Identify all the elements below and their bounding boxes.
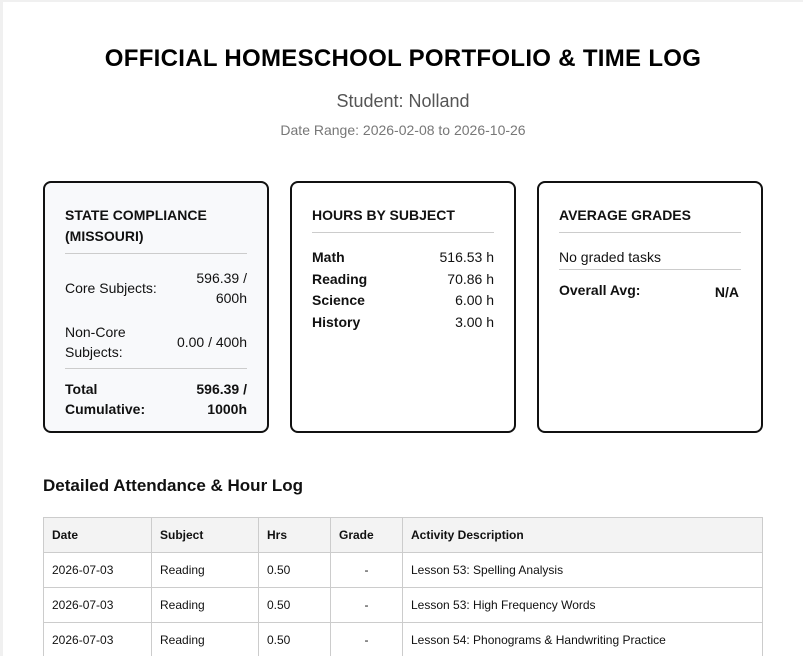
average-grades-card	[537, 181, 763, 433]
log-section-title: Detailed Attendance & Hour Log	[43, 476, 304, 495]
cell-activity: Lesson 54: Phonograms & Handwriting Practice	[403, 623, 763, 656]
table-row	[44, 588, 763, 623]
total-cumulative-label: Total Cumulative:	[65, 381, 146, 417]
cell-activity: Lesson 53: Spelling Analysis	[403, 553, 763, 588]
overall-average-row	[559, 280, 741, 302]
column-header-hrs: Hrs	[259, 518, 331, 553]
subject-hours: 70.86 h	[447, 270, 494, 287]
column-header-grade: Grade	[331, 518, 403, 553]
subject-name: History	[312, 313, 361, 330]
table-row	[44, 623, 763, 656]
column-header-activity: Activity Description	[403, 518, 763, 553]
table-header-row	[44, 518, 763, 553]
cell-subject: Reading	[152, 623, 259, 656]
total-cumulative-row	[65, 379, 247, 419]
date-range: Date Range: 2026-02-08 to 2026-10-26	[280, 122, 526, 138]
cell-hrs: 0.50	[259, 623, 331, 656]
student-name: Student: Nolland	[336, 91, 470, 111]
portfolio-page	[3, 2, 803, 656]
total-cumulative-value: 596.39 / 1000h	[196, 381, 247, 417]
cell-date: 2026-07-03	[44, 553, 152, 588]
hours-by-subject-card	[290, 181, 516, 433]
noncore-subjects-row	[65, 322, 247, 369]
overall-average-label: Overall Avg:	[559, 282, 641, 298]
subject-hours: 516.53 h	[439, 249, 494, 265]
cell-activity: Lesson 53: High Frequency Words	[403, 588, 763, 623]
cell-subject: Reading	[152, 553, 259, 588]
page-title: OFFICIAL HOMESCHOOL PORTFOLIO & TIME LOG	[104, 45, 702, 72]
cell-grade: -	[331, 588, 403, 623]
cell-date: 2026-07-03	[44, 588, 152, 623]
no-grades-message: No graded tasks	[559, 247, 741, 270]
table-row	[44, 553, 763, 588]
cell-date: 2026-07-03	[44, 623, 152, 656]
subject-hours: 3.00 h	[455, 313, 494, 330]
subject-row-science	[312, 290, 494, 312]
core-subjects-label: Core Subjects:	[65, 280, 157, 296]
core-subjects-value: 596.39 / 600h	[196, 270, 247, 306]
subject-name: Science	[312, 292, 365, 308]
subject-name: Reading	[312, 270, 368, 287]
cell-grade: -	[331, 553, 403, 588]
noncore-subjects-label: Non-Core Subjects:	[65, 324, 126, 360]
subject-row-reading	[312, 269, 494, 291]
subject-row-history	[312, 312, 494, 334]
subject-name: Math	[312, 249, 345, 265]
cell-grade: -	[331, 623, 403, 656]
column-header-subject: Subject	[152, 518, 259, 553]
core-subjects-row	[65, 268, 247, 308]
hours-card-title: HOURS BY SUBJECT	[312, 205, 494, 233]
subject-row-math	[312, 247, 494, 269]
cell-hrs: 0.50	[259, 588, 331, 623]
compliance-card	[43, 181, 269, 433]
noncore-subjects-value: 0.00 / 400h	[176, 334, 247, 350]
grades-card-title: AVERAGE GRADES	[559, 205, 741, 233]
column-header-date: Date	[44, 518, 152, 553]
overall-average-value: N/A	[714, 284, 739, 300]
attendance-log-table	[43, 517, 763, 656]
subject-hours-list	[312, 247, 494, 333]
compliance-card-title: STATE COMPLIANCE (MISSOURI)	[65, 205, 247, 254]
cell-subject: Reading	[152, 588, 259, 623]
subject-hours: 6.00 h	[455, 292, 494, 308]
cell-hrs: 0.50	[259, 553, 331, 588]
